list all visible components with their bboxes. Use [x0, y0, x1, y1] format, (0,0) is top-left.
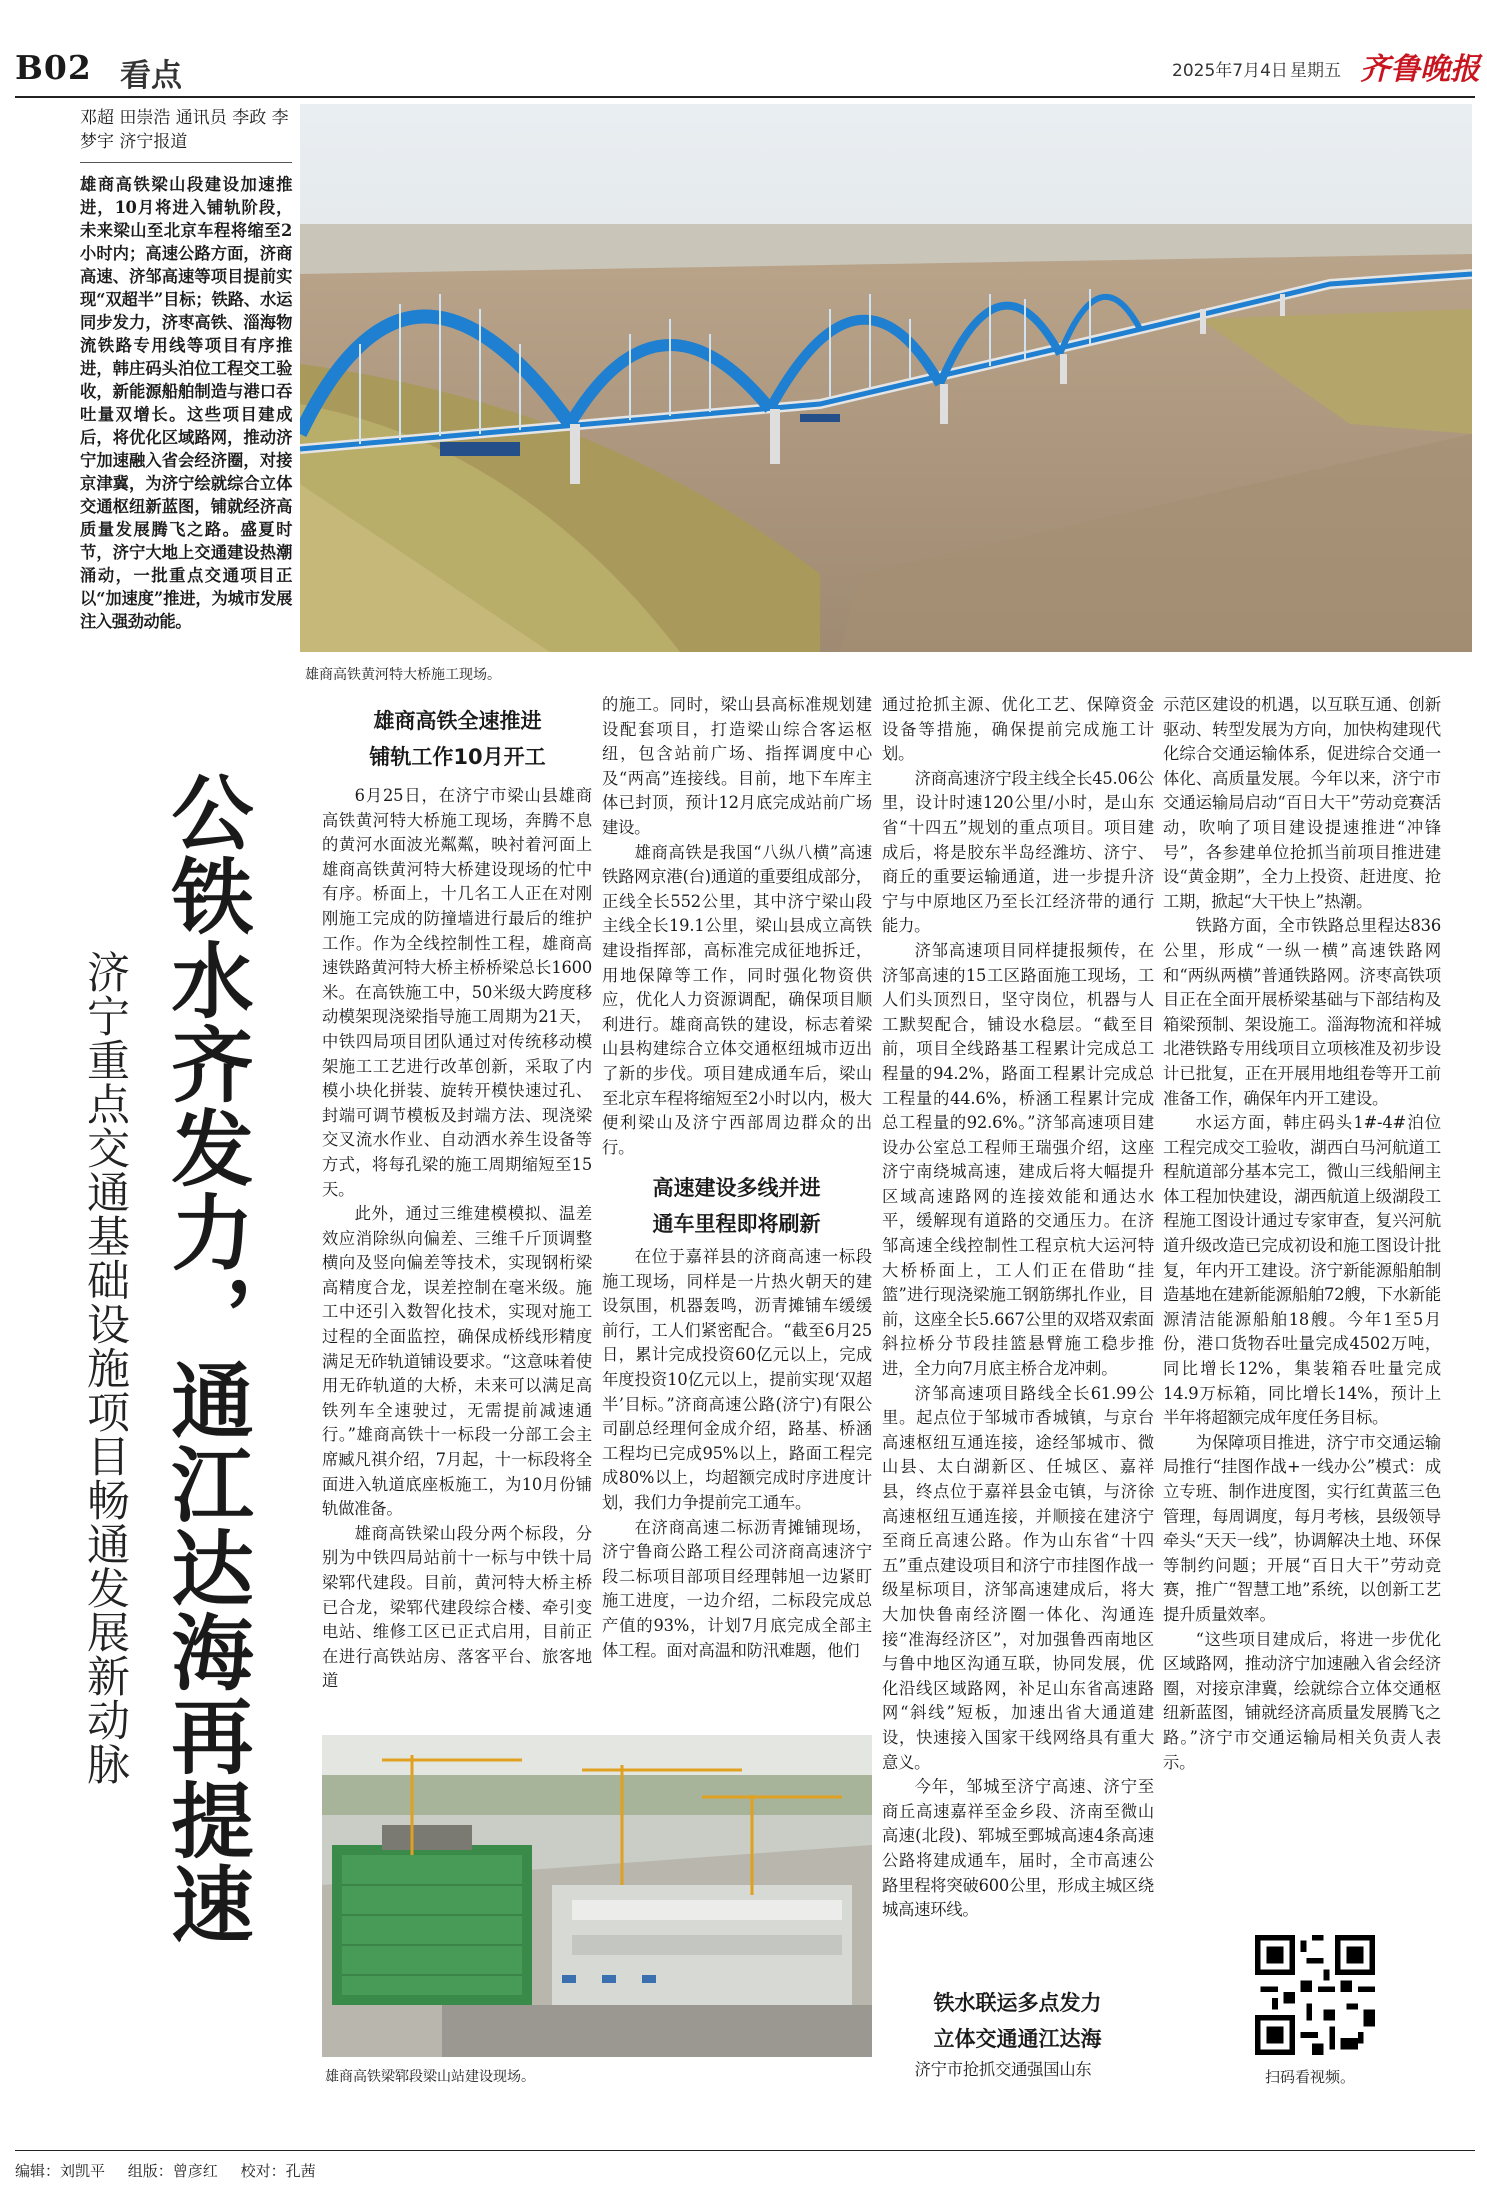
column-4: [1163, 693, 1441, 1775]
newspaper-logo: 齐鲁晚报: [1360, 52, 1480, 87]
issue-date: 2025年7月4日: [1172, 61, 1288, 81]
col2-paragraph: 在位于嘉祥县的济商高速一标段施工现场，同样是一片热火朝天的建设氛围，机器轰鸣，沥青摊铺车缓缓前行，工人们紧密配合。“截至6月25日，累计完成投资60亿元以上，完成年度投资10亿元以上，提前实现‘双超半’目标。”济商高速公路(济宁)有限公司副总经理何金成介绍，路基、桥涵工程均已完成95%以上，路面工程完成80%以上，均超额完成时序进度计划，我们力争提前完工通车。: [602, 1247, 872, 1512]
footer-rule: [15, 2150, 1475, 2151]
top-photo-caption: 雄商高铁黄河特大桥施工现场。: [305, 667, 501, 683]
section3-title-line1: 铁水联运多点发力: [933, 1991, 1102, 2015]
page-code: B02: [15, 48, 92, 87]
col1-paragraph: 6月25日，在济宁市梁山县雄商高铁黄河特大桥施工现场，奔腾不息的黄河水面波光粼粼，映衬着河面上雄商高铁黄河特大桥建设现场的忙中有序。桥面上，十几名工人正在对刚刚施工完成的防撞墙进行最后的维护工作。作为全线控制性工程，雄商高速铁路黄河特大桥主桥桥梁总长1600米。在高铁施工中，50米级大跨度移动模架现浇梁指导施工周期为21天，中铁四局项目团队通过对传统移动模架施工工艺进行改革创新，采取了内模小块化拼装、旋转开模快速过孔、封端可调节模板及封端方法、现浇梁交叉流水作业、自动洒水养生设备等方式，将每孔梁的施工周期缩短至15天。: [322, 786, 592, 1199]
footer-proof: 校对：孔茜: [240, 2162, 316, 2180]
section1-title-line2: 铺轨工作10月开工: [369, 745, 546, 769]
section2-title-line1: 高速建设多线并进: [652, 1176, 821, 1200]
col2-paragraph: 雄商高铁是我国“八纵八横”高速铁路网京港(台)通道的重要组成部分，正线全长552公里，其中济宁梁山段主线全长19.1公里，梁山县成立高铁建设指挥部，高标准完成征地拆迁，用地保障等工作，同时强化物资供应，优化人力资源调配，确保项目顺利进行。雄商高铁的建设，标志着梁山县构建综合立体交通枢纽城市迈出了新的步伐。项目建成通车后，梁山至北京车程将缩短至2小时以内，极大便利梁山及济宁西部周边群众的出行。: [602, 842, 872, 1157]
col1-paragraph: 雄商高铁梁山段分两个标段，分别为中铁四局站前十一标与中铁十局梁郓代建段。目前，黄河特大桥主桥已合龙，梁郓代建段综合楼、牵引变电站、维修工区已正式启用，目前正在进行高铁站房、落客平台、旅客地道: [322, 1523, 592, 1691]
byline: 邓超 田崇浩 通讯员 李政 李梦宇 济宁报道: [80, 108, 289, 152]
bottom-photo-caption: 雄商高铁梁郓段梁山站建设现场。: [325, 2069, 535, 2085]
qr-caption: 扫码看视频。: [1265, 2068, 1356, 2086]
col3-paragraph: 济邹高速项目路线全长61.99公里。起点位于邹城市香城镇，与京台高速枢纽互通连接，途经邹城市、微山县、太白湖新区、任城区、嘉祥县，终点位于嘉祥县金屯镇，与济徐高速枢纽互通连接，并顺接在建济宁至商丘高速公路。作为山东省“十四五”重点建设项目和济宁市挂图作战一级星标项目，济邹高速建成后，将大大加快鲁南经济圈一体化、沟通连接“准海经济区”，对加强鲁西南地区与鲁中地区沟通互联，协同发展，优化沿线区域路网，补足山东省高速路网“斜线”短板，加速出省大通道建设，快速接入国家干线网络具有重大意义。: [882, 1383, 1154, 1772]
sub-headline: 济宁重点交通基础设施项目畅通发展新动脉: [80, 950, 130, 1786]
section2-title-line2: 通车里程即将刷新: [652, 1212, 821, 1236]
column-2-bottom: [602, 1245, 872, 1663]
column-1: [322, 784, 592, 1694]
bridge-photo: [300, 104, 1472, 652]
col4-paragraph: 水运方面，韩庄码头1#-4#泊位工程完成交工验收，湖西白马河航道工程航道部分基本完工，微山三线船闸主体工程加快建设，湖西航道上级湖段工程施工图设计通过专家审查，复兴河航道升级改造已完成初设和施工图设计批复，年内开工建设。济宁新能源船舶制造基地在建新能源船舶72艘，下水新能源清洁能源船舶18艘。今年1至5月份，港口货物吞吐量完成4502万吨，同比增长12%，集装箱吞吐量完成14.9万标箱，同比增长14%，预计上半年将超额完成年度任务目标。: [1163, 1113, 1441, 1428]
column-3: [882, 693, 1154, 1923]
footer-layout: 组版：曾彦红: [127, 2162, 218, 2180]
section1-title-line1: 雄商高铁全速推进: [373, 709, 542, 733]
col3-paragraph: 济商高速济宁段主线全长45.06公里，设计时速120公里/小时，是山东省“十四五”规划的重点项目。项目建成后，将是胶东半岛经潍坊、济宁、商丘的重要运输通道，进一步提升济宁与中原地区乃至长江经济带的通行能力。: [882, 768, 1154, 936]
section3-heading: [885, 1985, 1150, 2057]
footer-editor: 编辑：刘凯平: [15, 2162, 106, 2180]
station-photo: [322, 1735, 872, 2057]
lead-paragraph: 雄商高铁梁山段建设加速推进，10月将进入铺轨阶段，未来梁山至北京车程将缩至2小时内；高速公路方面，济商高速、济邹高速等项目提前实现“双超半”目标；铁路、水运同步发力，济枣高铁、淄海物流铁路专用线等项目有序推进，韩庄码头泊位工程交工验收，新能源船舶制造与港口吞吐量双增长。这些项目建成后，将优化区域路网，推动济宁加速融入省会经济圈，对接京津冀，为济宁绘就综合立体交通枢纽新蓝图，铺就经济高质量发展腾飞之路。盛夏时节，济宁大地上交通建设热潮涌动，一批重点交通项目正以“加速度”推进，为城市发展注入强劲动能。: [80, 175, 292, 631]
section2-heading: [604, 1170, 869, 1242]
section1-heading: [325, 703, 590, 775]
col2-paragraph: 的施工。同时，梁山县高标准规划建设配套项目，打造梁山综合客运枢纽，包含站前广场、指挥调度中心及“两高”连接线。目前，地下车库主体已封顶，预计12月底完成站前广场建设。: [602, 695, 872, 837]
header-rule: [15, 96, 1475, 98]
col4-paragraph: 铁路方面，全市铁路总里程达836公里，形成“一纵一横”高速铁路网和“两纵两横”普通铁路网。济枣高铁项目正在全面开展桥梁基础与下部结构及箱梁预制、架设施工。淄海物流和祥城北港铁路专用线项目立项核准及初步设计已批复，正在开展用地组卷等开工前准备工作，确保年内开工建设。: [1163, 916, 1441, 1108]
col4-paragraph: “这些项目建成后，将进一步优化区域路网，推动济宁加速融入省会经济圈，对接京津冀，绘就综合立体交通枢纽新蓝图，铺就经济高质量发展腾飞之路。”济宁市交通运输局相关负责人表示。: [1163, 1629, 1441, 1772]
col2-paragraph: 在济商高速二标沥青摊铺现场，济宁鲁商公路工程公司济商高速济宁段二标项目部项目经理韩旭一边紧盯施工进度，一边介绍，二标段完成总产值的93%，计划7月底完成全部主体工程。面对高温和防汛难题，他们: [602, 1517, 872, 1660]
col1-paragraph: 此外，通过三维建模模拟、温差效应消除纵向偏差、三维千斤顶调整横向及竖向偏差等技术，实现钢桁梁高精度合龙，误差控制在毫米级。施工中还引入数智化技术，实现对施工过程的全面监控，确保成桥线形精度满足无砟轨道铺设要求。“这意味着使用无砟轨道的大桥，未来可以满足高铁列车全速驶过，无需提前减速通行。”雄商高铁十一标段一分部工会主席臧凡祺介绍，7月起，十一标段将全面进入轨道底座板施工，为10月份铺轨做准备。: [322, 1204, 592, 1519]
section-name: 看点: [120, 58, 182, 94]
byline-rule: [80, 162, 292, 163]
issue-weekday: 星期五: [1290, 61, 1341, 81]
col3-tail-paragraph: 济宁市抢抓交通强国山东: [914, 2060, 1092, 2079]
footer-credits: [15, 2160, 334, 2181]
col4-paragraph: 为保障项目推进，济宁市交通运输局推行“挂图作战+一线办公”模式：成立专班、制作进度图，实行红黄蓝三色管理，每周调度，每月考核，县级领导牵头“天天一线”，协调解决土地、环保等制约问题；开展“百日大干”劳动竞赛，推广“智慧工地”系统，以创新工艺提升质量效率。: [1163, 1432, 1441, 1624]
column-2-top: [602, 693, 872, 1160]
col3-paragraph: 今年，邹城至济宁高速、济宁至商丘高速嘉祥至金乡段、济南至微山高速(北段)、郓城至鄄城高速4条高速公路将建成通车，届时，全市高速公路里程将突破600公里，形成主城区绕城高速环线。: [882, 1777, 1154, 1920]
qr-code[interactable]: [1255, 1935, 1375, 2055]
section3-title-line2: 立体交通通江达海: [933, 2027, 1102, 2051]
main-headline: 公铁水齐发力，通江达海再提速: [158, 770, 253, 1946]
col3-paragraph: 通过抢抓主源、优化工艺、保障资金设备等措施，确保提前完成施工计划。: [882, 695, 1154, 764]
col3-paragraph: 济邹高速项目同样捷报频传，在济邹高速的15工区路面施工现场，工人们头顶烈日，坚守岗位，机器与人工默契配合，铺设水稳层。“截至目前，项目全线路基工程累计完成总工程量的94.2%，路面工程累计完成总工程量的44.6%，桥涵工程累计完成总工程量的92.6%。”济邹高速项目建设办公室总工程师王瑞强介绍，这座济宁南绕城高速，建成后将大幅提升区域高速路网的连接效能和通达水平，缓解现有道路的交通压力。在济邹高速全线控制性工程京杭大运河特大桥桥面上，工人们正在借助“挂篮”进行现浇梁施工钢筋绑扎作业，目前，这座全长5.667公里的双塔双索面斜拉桥分节段挂篮悬臂施工稳步推进，全力向7月底主桥合龙冲刺。: [882, 940, 1154, 1379]
col4-paragraph: 示范区建设的机遇，以互联互通、创新驱动、转型发展为方向，加快构建现代化综合交通运输体系，促进综合交通一体化、高质量发展。今年以来，济宁市交通运输局启动“百日大干”劳动竞赛活动，吹响了项目建设提速推进“冲锋号”，各参建单位抢抓当前项目推进建设“黄金期”，全力上投资、赶进度、抢工期，掀起“大干快上”热潮。: [1163, 695, 1441, 911]
column-3-tail: [882, 2058, 1154, 2083]
